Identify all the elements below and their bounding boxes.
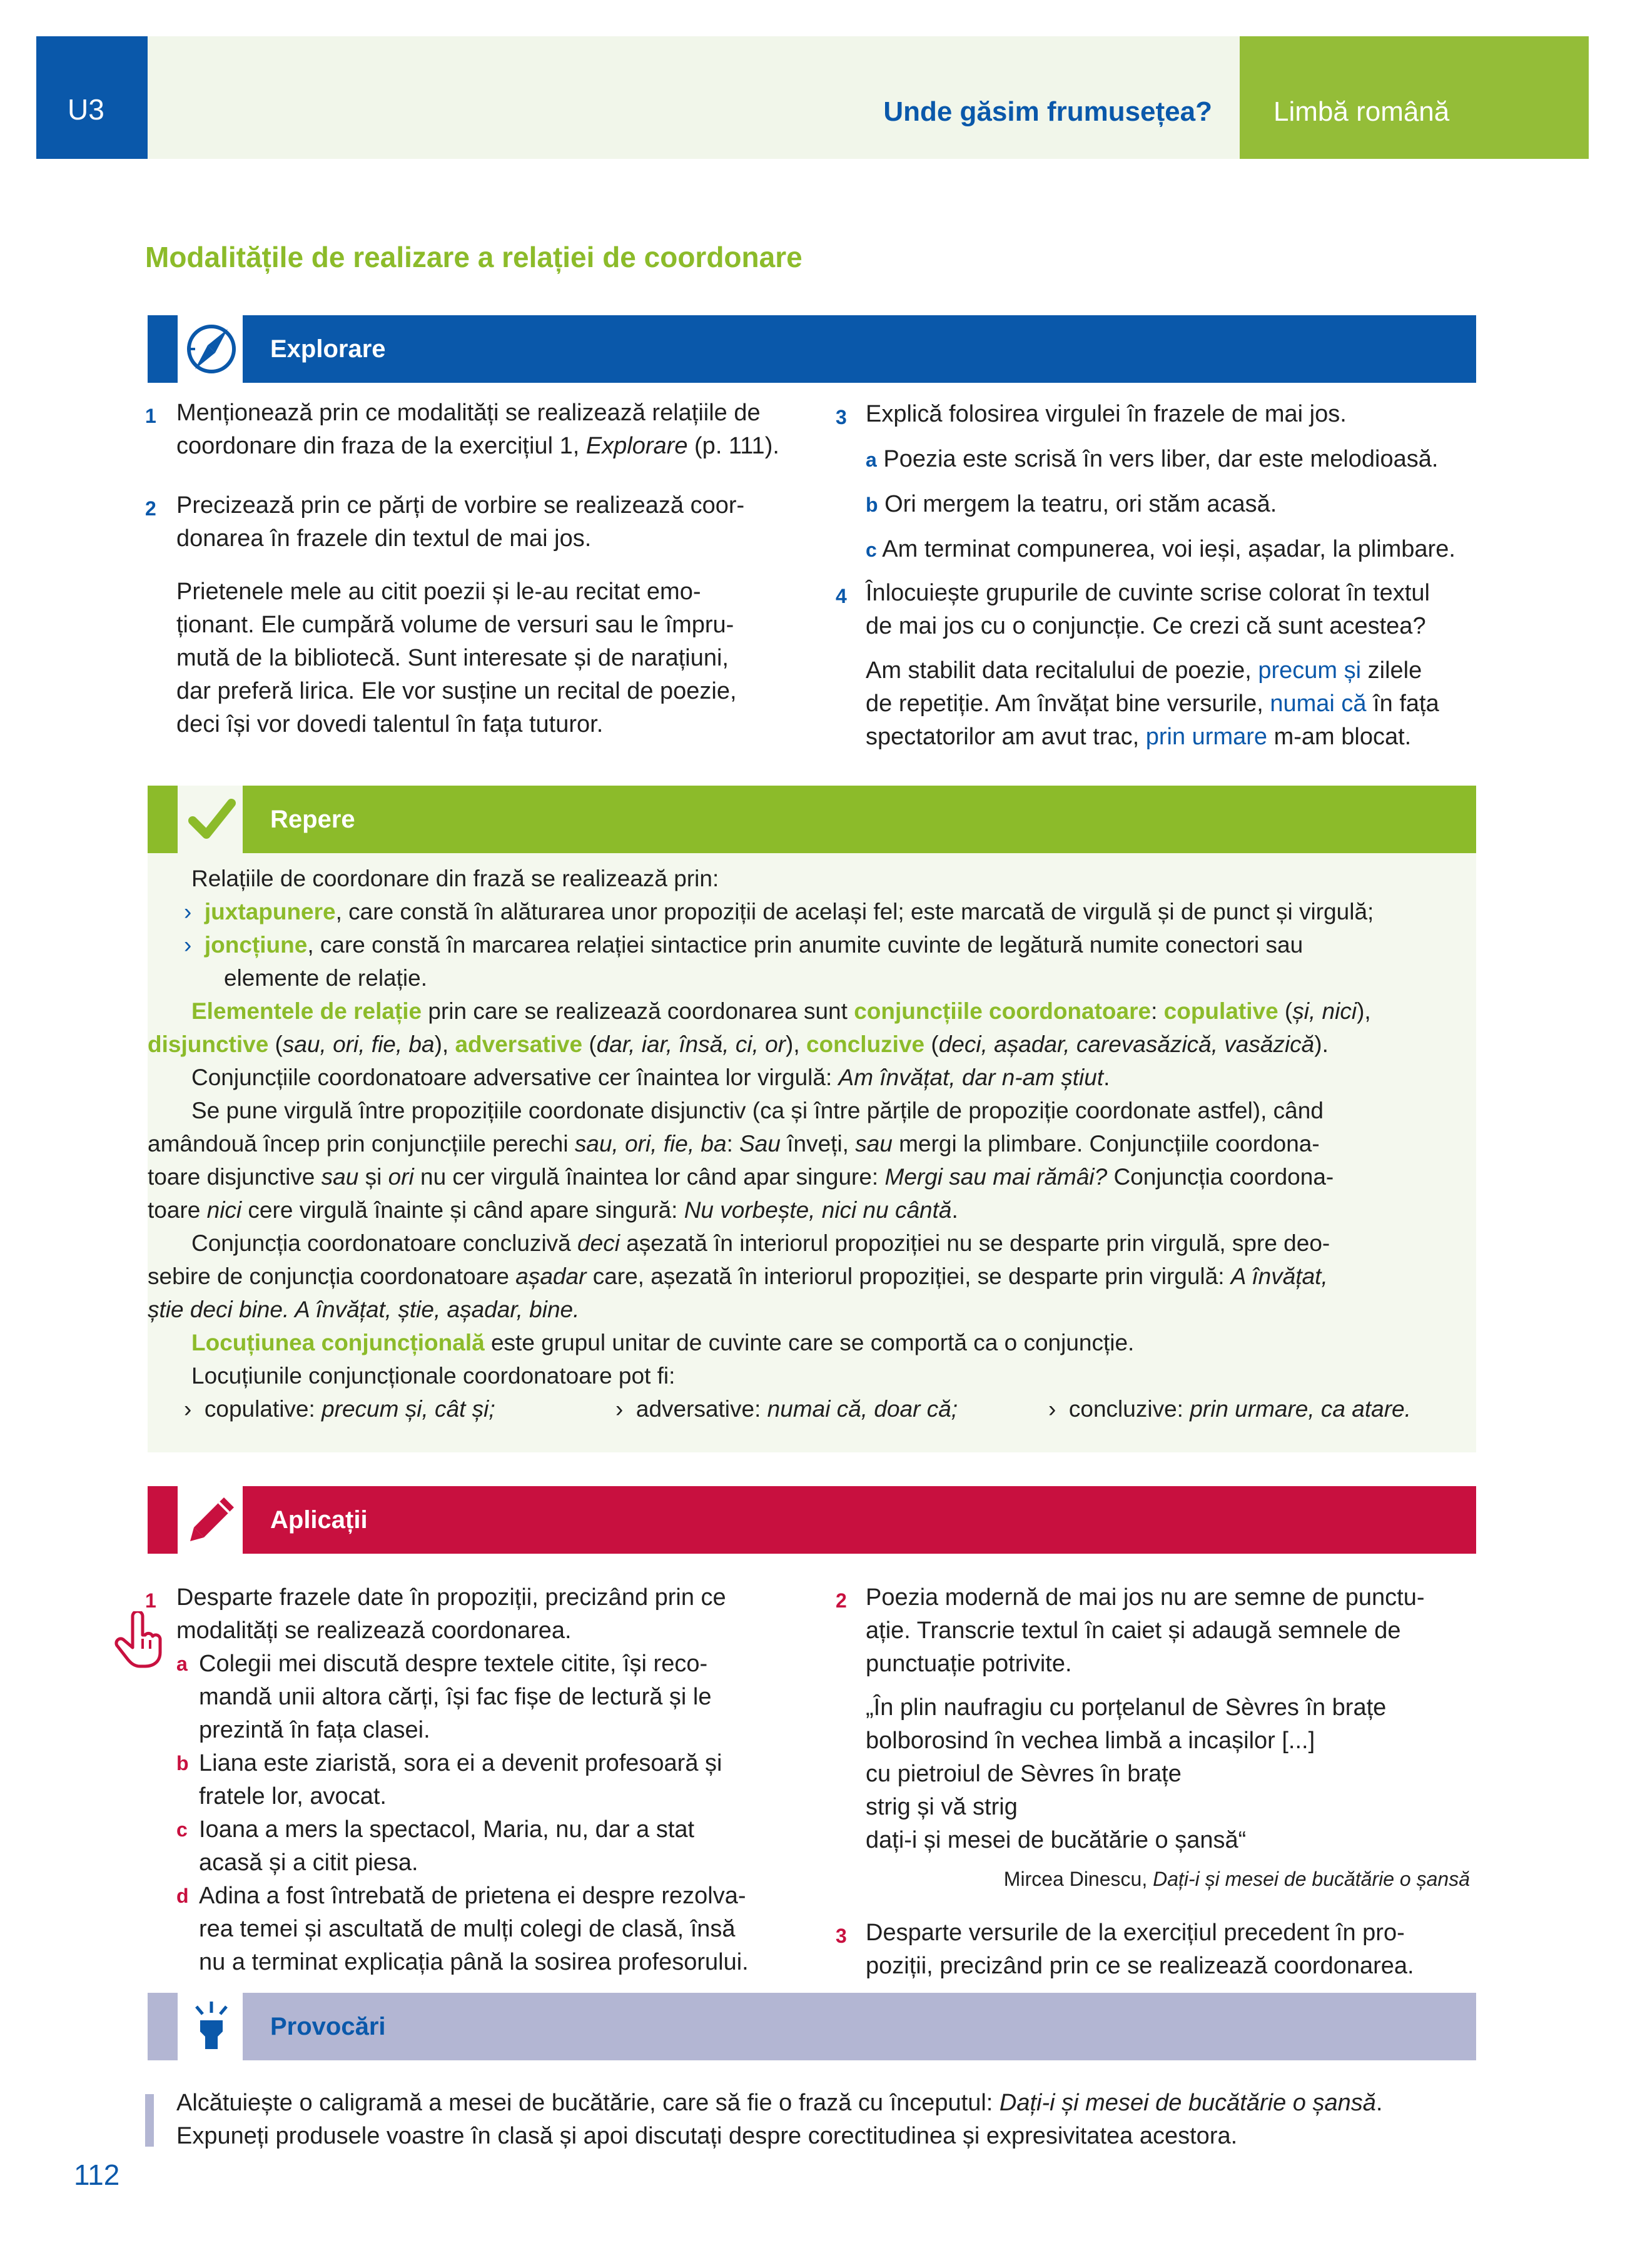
repere-locutiuni-adversative: › adversative: numai că, doar că;	[615, 1396, 958, 1422]
explorare-q4: Înlocuiește grupurile de cuvinte scrise colorat în textul de mai jos cu o conjuncție. Ce crezi că sunt acestea?	[866, 580, 1430, 639]
aplicatii-q1-items: a Colegii mei discută despre textele citite, își reco- mandă unii altora cărți, își fac fișe de lectură și le prezintă în fața clasei. b Liana este ziaristă, sora ei a devenit profesoară și fratele lor, avocat. c Ioana a mers la spectacol, Maria, nu, dar a stat acasă și a citit piesa. d Adina a fost întrebată de prietena ei despre rezolva- rea temei și ascultată de mulți colegi de clasă, însă nu a terminat explicația până la sosirea profesorului.	[176, 1651, 749, 1975]
pencil-icon	[178, 1486, 245, 1554]
explorare-q1: Menționează prin ce modalități se realizează relațiile de coordonare din fraza de la exercițiul 1, Explorare (p. 111).	[176, 400, 779, 459]
explorare-q3-item-b: b Ori mergem la teatru, ori stăm acasă.	[866, 491, 1277, 517]
explorare-text: Prietenele mele au citit poezii și le-au recitat emo- ționant. Ele cumpără volume de versuri sau le împru- mută de la bibliotecă. Sunt interesate și de narațiuni, dar preferă lirica. Ele vor susține un recital de poezie, deci își vor dovedi talentul în fața tuturor.	[176, 579, 737, 737]
aplicatii-poem: „În plin naufragiu cu porțelanul de Sèvres în brațe bolborosind în vechea limbă a incașilor [...] cu pietroiul de Sèvres în brațe strig și vă strig dați-i și mesei de bucătărie o șansă“	[866, 1694, 1387, 1853]
explorare-q4-text: Am stabilit data recitalului de poezie, precum și zilele de repetiție. Am învățat bine versurile, numai că în fața spectatorilor am avut trac, prin urmare m-am blocat.	[866, 657, 1439, 750]
aplicatii-q2: Poezia modernă de mai jos nu are semne de punctu- ație. Transcrie textul în caiet și adaugă semnele de punctuație potrivite.	[866, 1584, 1425, 1677]
section-title: Modalitățile de realizare a relației de coordonare	[145, 241, 802, 273]
aplicatii-q1: Desparte frazele date în propoziții, precizând prin ce modalități se realizează coordonarea.	[176, 1584, 726, 1644]
explorare-q3-number: 3	[836, 406, 847, 428]
explorare-q4-number: 4	[836, 585, 847, 607]
repere-text: Relațiile de coordonare din frază se realizează prin: › juxtapunere, care constă în alăturarea unor propoziții de același fel; este marcată de virgulă și de punct și virgulă; › joncțiune, care constă în marcarea relației sintactice prin anumite cuvinte de legătură numite conectori sau elemente de relație. Elementele de relație prin care se realizează coordonarea sunt conjuncțiile coordonatoare: copulative (și, nici), disjunctive (sau, ori, fie, ba), adversative (dar, iar, însă, ci, or), concluzive (deci, așadar, carevasăzică, vasăzică). Conjuncțiile coordonatoare adversative cer înaintea lor virgulă: Am învățat, dar n-am știut. Se pune virgulă între propozițiile coordonate disjunctiv (ca și între părțile de propoziție coordonate astfel), când amândouă încep prin conjuncțiile perechi sau, ori, fie, ba: Sau înveți, sau mergi la plimbare. Conjuncțiile coordona- toare disjunctive sau și ori nu cer virgulă înaintea lor când apar singure: Mergi sau mai rămâi? Conjuncția coordona- toare nici cere virgulă înainte și când apare singură: Nu vorbește, nici nu cântă. Conjuncția coordonatoare concluzivă deci așezată în interiorul propoziției nu se desparte prin virgulă, spre deo- sebire de conjuncția coordonatoare așadar care, așezată în interiorul propoziției, se desparte prin virgulă: A învățat, știe deci bine. A învățat, știe, așadar, bine. Locuțiunea conjuncțională este grupul unitar de cuvinte care se comportă ca o conjuncție. Locuțiunile conjuncționale coordonatoare pot fi:	[148, 866, 1374, 1389]
aplicatii-q3-number: 3	[836, 1925, 847, 1947]
provocari-heading-label: Provocări	[270, 2012, 386, 2040]
aplicatii-bar-stub	[148, 1486, 178, 1554]
explorare-bar-stub	[148, 315, 178, 383]
repere-bar-stub	[148, 786, 178, 853]
explorare-q3: Explică folosirea virgulei în frazele de mai jos.	[866, 401, 1347, 427]
provocari-bar-stub	[148, 1993, 178, 2060]
poem-source: Mircea Dinescu, Dați-i și mesei de bucătărie o șansă	[1003, 1868, 1470, 1890]
repere-locutiuni-concluzive: › concluzive: prin urmare, ca atare.	[1048, 1396, 1411, 1422]
aplicatii-q3: Desparte versurile de la exercițiul precedent în pro- poziții, precizând prin ce se realizează coordonarea.	[866, 1920, 1414, 1979]
compass-icon	[178, 315, 245, 383]
explorare-q1-number: 1	[145, 405, 156, 427]
repere-heading-label: Repere	[270, 805, 355, 833]
aplicatii-q2-number: 2	[836, 1589, 847, 1612]
repere-heading	[243, 786, 1476, 853]
aplicatii-heading-label: Aplicații	[270, 1506, 368, 1534]
aplicatii-heading	[243, 1486, 1476, 1554]
pointing-hand-icon	[114, 1611, 166, 1672]
checkmark-icon	[178, 786, 245, 853]
provocari-text: Alcătuiește o caligramă a mesei de bucătărie, care să fie o frază cu începutul: Dați-i și mesei de bucătărie o șansă. Expuneți produsele voastre în clasă și apoi discutați despre corectitudinea și expresivitatea acestora.	[176, 2090, 1383, 2149]
provocari-marker	[145, 2094, 154, 2147]
aplicatii-q1-number: 1	[145, 1589, 156, 1612]
repere-locutiuni-copulative: › copulative: precum și, cât și;	[184, 1396, 495, 1422]
provocari-heading	[243, 1993, 1476, 2060]
explorare-q3-item-a: a Poezia este scrisă în vers liber, dar este melodioasă.	[866, 446, 1439, 472]
explorare-q3-item-c: c Am terminat compunerea, voi ieși, așadar, la plimbare.	[866, 536, 1455, 562]
explorare-q2-number: 2	[145, 497, 156, 520]
explorare-heading-label: Explorare	[270, 335, 386, 363]
explorare-q2: Precizează prin ce părți de vorbire se realizează coor- donarea în frazele din textul de mai jos.	[176, 492, 745, 552]
unit-label: U3	[68, 93, 104, 126]
page-number: 112	[74, 2159, 120, 2191]
subject-label: Limbă română	[1273, 96, 1450, 127]
lamp-icon	[178, 1993, 245, 2060]
chapter-title: Unde găsim frumusețea?	[883, 96, 1212, 127]
explorare-heading	[243, 315, 1476, 383]
